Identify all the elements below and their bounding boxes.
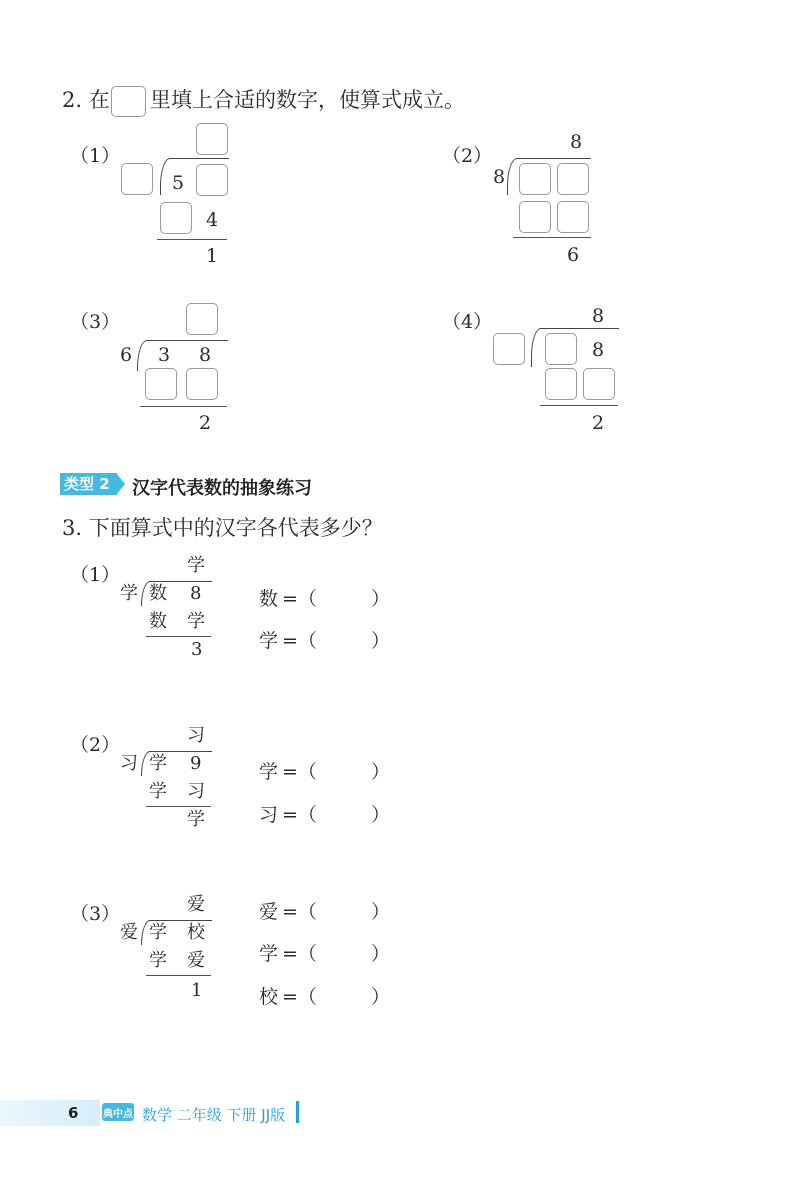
answer-eq: =（ — [282, 761, 317, 783]
q2-title-after: 里填上合适的数字，使算式成立。 — [150, 88, 465, 112]
q3-p2-product-b: 习 — [187, 781, 205, 802]
page-number: 6 — [68, 1104, 79, 1122]
q2-p1-label: （1） — [70, 145, 121, 167]
answer-char: 学 — [259, 630, 279, 652]
q3-p2-line — [146, 806, 211, 807]
q3-p1-divisor: 学 — [120, 583, 138, 604]
q3-p2-remainder: 学 — [187, 809, 205, 830]
q2-p1-product-4: 4 — [206, 209, 219, 231]
q2-p3-dividend-8: 8 — [199, 344, 212, 366]
q3-p3-label: （3） — [70, 903, 121, 925]
q3-p3-line — [146, 975, 211, 976]
q2-p4-dividend-box[interactable] — [545, 333, 577, 365]
answer-char: 爱 — [259, 901, 279, 923]
q3-p1-remainder: 3 — [191, 639, 203, 660]
q3-p1-quotient: 学 — [187, 555, 205, 576]
q3-p1-dividend-b: 8 — [190, 583, 202, 604]
q3-title: 3. 下面算式中的汉字各代表多少？ — [62, 516, 383, 540]
q2-p1-line — [157, 239, 227, 240]
q2-p2-dividend-box-1[interactable] — [519, 163, 551, 195]
answer-char: 校 — [259, 986, 279, 1008]
q2-p4-quotient: 8 — [592, 305, 605, 327]
q2-p2-product-box-2[interactable] — [557, 201, 589, 233]
answer-close: ） — [370, 901, 390, 923]
book-logo-icon — [100, 1098, 136, 1126]
q3-p2-answer-2 — [259, 806, 390, 825]
q2-p3-product-box-1[interactable] — [145, 368, 177, 400]
q2-p3-quotient-box[interactable] — [186, 303, 218, 335]
q3-p3-dividend-b: 校 — [187, 922, 205, 943]
book-title: 数学 二年级 下册 JJ版 — [142, 1106, 286, 1124]
answer-close: ） — [370, 943, 390, 965]
answer-close: ） — [370, 588, 390, 610]
q3-p3-answer-1 — [259, 903, 390, 922]
q3-p1-label: （1） — [70, 564, 121, 586]
q3-p3-product-a: 学 — [149, 950, 167, 971]
q2-p3-dividend-3: 3 — [158, 344, 171, 366]
q2-p3-remainder: 2 — [199, 412, 212, 434]
q2-p2-dividend-box-2[interactable] — [557, 163, 589, 195]
answer-eq: =（ — [282, 804, 317, 826]
q3-p1-product-a: 数 — [149, 611, 167, 632]
q3-p2-divisor: 习 — [120, 753, 138, 774]
blank-box-sample — [111, 86, 146, 117]
q2-p3-product-box-2[interactable] — [186, 368, 218, 400]
answer-eq: =（ — [282, 901, 317, 923]
q2-p2-remainder: 6 — [567, 244, 580, 266]
q3-p3-dividend-a: 学 — [149, 922, 167, 943]
q2-p1-dividend-box[interactable] — [196, 164, 228, 196]
answer-close: ） — [370, 630, 390, 652]
q3-p3-answer-3 — [259, 988, 390, 1007]
type-title: 汉字代表数的抽象练习 — [132, 478, 312, 499]
q2-p3-division-bracket — [137, 340, 228, 371]
q2-p1-remainder: 1 — [206, 245, 219, 267]
type-badge-arrow — [116, 473, 125, 495]
q3-p3-quotient: 爱 — [187, 894, 205, 915]
answer-eq: =（ — [282, 630, 317, 652]
q2-p4-dividend-8: 8 — [592, 339, 605, 361]
answer-char: 数 — [259, 588, 279, 610]
footer-band — [0, 1100, 100, 1126]
answer-close: ） — [370, 761, 390, 783]
q2-p4-label: （4） — [442, 311, 493, 333]
answer-close: ） — [370, 804, 390, 826]
q3-p1-answer-2 — [259, 632, 390, 651]
q2-p3-label: （3） — [70, 311, 121, 333]
answer-eq: =（ — [282, 943, 317, 965]
q3-p2-product-a: 学 — [149, 781, 167, 802]
q2-p2-line — [513, 237, 591, 238]
q2-p2-product-box-1[interactable] — [519, 201, 551, 233]
q3-p1-line — [146, 636, 211, 637]
q3-p3-answer-2 — [259, 945, 390, 964]
q3-p1-answer-1 — [259, 590, 390, 609]
q3-p3-divisor: 爱 — [120, 922, 138, 943]
q2-title-before: 2. 在 — [62, 88, 110, 112]
q3-p1-product-b: 学 — [187, 611, 205, 632]
q2-p4-product-box-2[interactable] — [583, 368, 615, 400]
answer-char: 习 — [259, 804, 279, 826]
q2-p1-quotient-box[interactable] — [196, 123, 228, 155]
q3-p2-answer-1 — [259, 763, 390, 782]
q2-p4-remainder: 2 — [592, 412, 605, 434]
q2-p3-divisor: 6 — [120, 344, 133, 366]
q2-p1-dividend-5: 5 — [172, 172, 185, 194]
q2-p2-quotient: 8 — [570, 131, 583, 153]
q2-p1-divisor-box[interactable] — [121, 163, 153, 195]
q3-p1-dividend-a: 数 — [149, 583, 167, 604]
q2-p2-divisor: 8 — [493, 166, 506, 188]
answer-char: 学 — [259, 943, 279, 965]
footer-divider — [296, 1101, 299, 1123]
q2-p4-line — [540, 405, 618, 406]
q3-p3-product-b: 爱 — [187, 950, 205, 971]
answer-char: 学 — [259, 761, 279, 783]
q2-p4-product-box-1[interactable] — [545, 368, 577, 400]
answer-close: ） — [370, 986, 390, 1008]
q2-p1-product-box[interactable] — [160, 202, 192, 234]
type-badge: 类型 2 — [60, 473, 117, 495]
q3-p2-dividend-a: 学 — [149, 753, 167, 774]
logo-text: 典中点 — [103, 1109, 133, 1120]
q3-p2-dividend-b: 9 — [190, 753, 202, 774]
q3-p2-quotient: 习 — [187, 725, 205, 746]
answer-eq: =（ — [282, 986, 317, 1008]
q2-p3-line — [140, 406, 227, 407]
q2-p2-label: （2） — [442, 145, 493, 167]
q3-p3-remainder: 1 — [191, 980, 203, 1001]
answer-eq: =（ — [282, 588, 317, 610]
q2-p4-divisor-box[interactable] — [493, 333, 525, 365]
q3-p2-label: （2） — [70, 734, 121, 756]
